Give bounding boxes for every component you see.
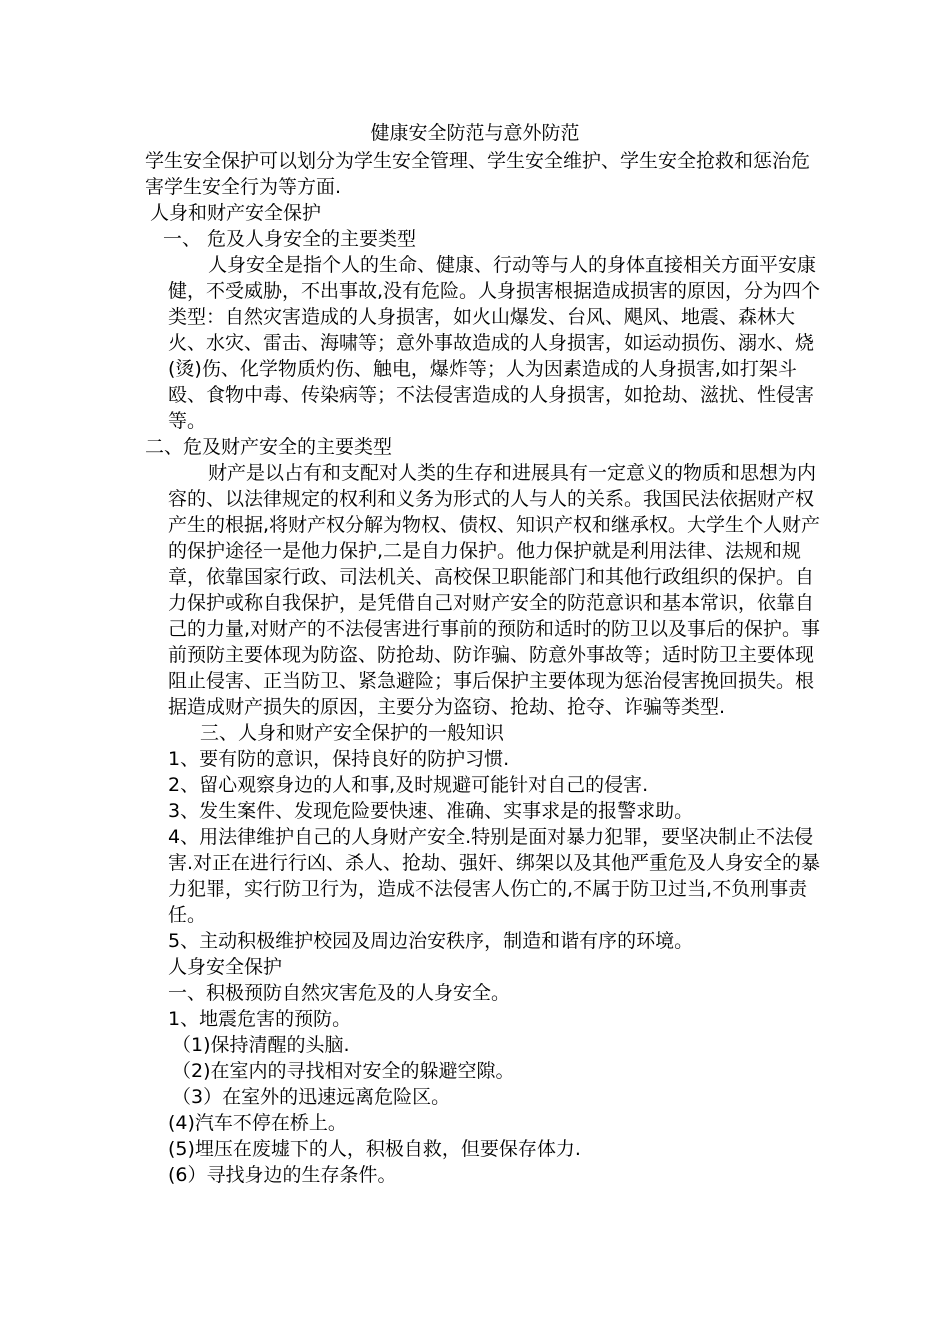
intro-paragraph: 学生安全保护可以划分为学生安全管理、学生安全维护、学生安全抢救和惩治危害学生安全行为等方面.: [145, 150, 811, 198]
list-item: 4、用法律维护自己的人身财产安全.特别是面对暴力犯罪，要坚决制止不法侵害.对正在进行行凶、杀人、抢劫、强奸、绑架以及其他严重危及人身安全的暴力犯罪，实行防卫行为，造成不法侵害人伤亡的,不属于防卫过当,不负刑事责任。: [168, 826, 821, 926]
property-safety-paragraph: 财产是以占有和支配对人类的生存和进展具有一定意义的物质和思想为内容的、以法律规定的权利和义务为形式的人与人的关系。我国民法依据财产权产生的根据,将财产权分解为物权、债权、知识产权和继承权。大学生个人财产的保护途径一是他力保护,二是自力保护。他力保护就是利用法律、法规和规章，依靠国家行政、司法机关、高校保卫职能部门和其他行政组织的保护。自力保护或称自我保护，是凭借自己对财产安全的防范意识和基本常识，依靠自己的力量,对财产的不法侵害进行事前的预防和适时的防卫以及事后的保护。事前预防主要体现为防盗、防抢劫、防诈骗、防意外事故等；适时防卫主要体现阻止侵害、正当防卫、紧急避险；事后保护主要体现为惩治侵害挽回损失。根据造成财产损失的原因，主要分为盗窃、抢劫、抢夺、诈骗等类型.: [168, 462, 821, 718]
list-item: 1、要有防的意识，保持良好的防护习惯.: [168, 748, 510, 770]
list-item: （2)在室内的寻找相对安全的躲避空隙。: [172, 1060, 515, 1082]
list-item: (4)汽车不停在桥上。: [168, 1112, 347, 1134]
list-item: （1)保持清醒的头脑.: [172, 1034, 350, 1056]
list-item: 3、发生案件、发现危险要快速、准确、实事求是的报警求助。: [168, 800, 694, 822]
section-heading-property-safety: 人身和财产安全保护: [150, 202, 322, 224]
list-item: (6）寻找身边的生存条件。: [168, 1164, 397, 1186]
document-body: [0, 148, 950, 1188]
list-item: 2、留心观察身边的人和事,及时规避可能针对自己的侵害.: [168, 774, 649, 796]
list-item: 5、主动积极维护校园及周边治安秩序，制造和谐有序的环境。: [168, 930, 694, 952]
document-title: 健康安全防范与意外防范: [370, 122, 580, 144]
subheading-earthquake: 1、地震危害的预防。: [168, 1008, 352, 1030]
list-item: （3）在室外的迅速远离危险区。: [172, 1086, 451, 1108]
list-item: (5)埋压在废墟下的人，积极自救，但要保存体力.: [168, 1138, 581, 1160]
subheading-natural-disaster: 一、积极预防自然灾害危及的人身安全。: [168, 982, 511, 1004]
section-heading-personal-safety: 人身安全保护: [168, 956, 283, 978]
subheading-general-knowledge: 三、人身和财产安全保护的一般知识: [200, 722, 505, 744]
subheading-property-safety-types: 二、危及财产安全的主要类型: [145, 436, 393, 458]
personal-safety-paragraph: 人身安全是指个人的生命、健康、行动等与人的身体直接相关方面平安康健，不受威胁，不出事故,没有危险。人身损害根据造成损害的原因，分为四个类型：自然灾害造成的人身损害，如火山爆发、台风、飓风、地震、森林大火、水灾、雷击、海啸等；意外事故造成的人身损害，如运动损伤、溺水、烧(烫)伤、化学物质灼伤、触电，爆炸等；人为因素造成的人身损害,如打架斗殴、食物中毒、传染病等；不法侵害造成的人身损害，如抢劫、滋扰、性侵害等。: [168, 254, 821, 432]
subheading-personal-safety-types: 一、 危及人身安全的主要类型: [163, 228, 417, 250]
